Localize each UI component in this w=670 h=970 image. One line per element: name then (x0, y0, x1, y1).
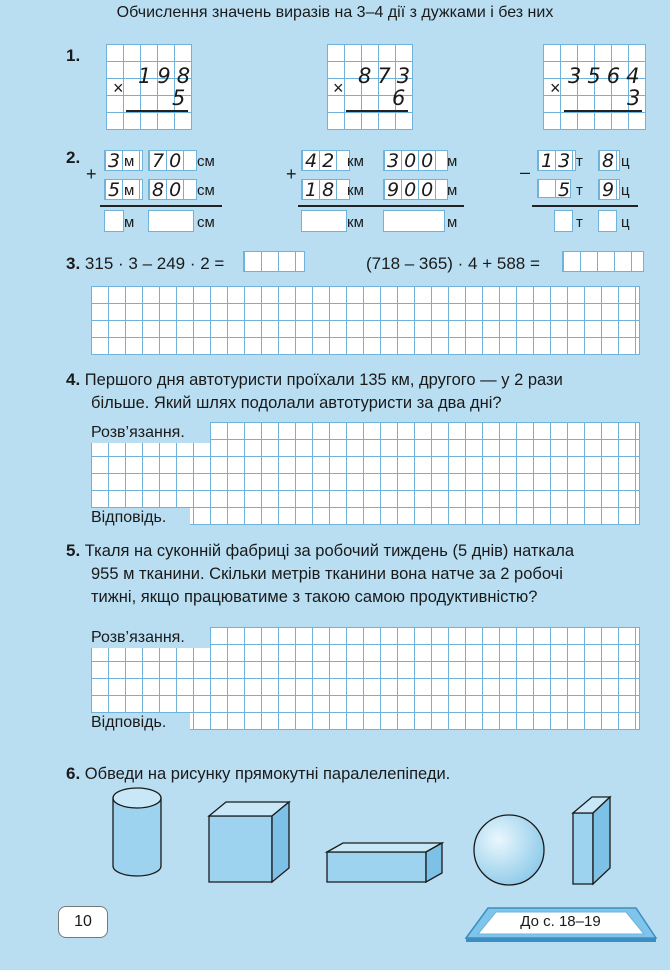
task3-number: 3. (66, 254, 81, 273)
task2c-ans-unit2: ц (621, 214, 630, 231)
task2b-ans-unit1: км (347, 214, 364, 231)
task1-line-2 (346, 110, 408, 112)
task2b-r2-val2: 900 (383, 179, 448, 200)
page-title: Обчислення значень виразів на 3–4 дії з дужками і без них (116, 4, 554, 21)
task5-answer-label: Відповідь. (91, 713, 190, 731)
task2b-r1-unit2: м (447, 153, 458, 170)
task2c-answer-box-1[interactable] (554, 210, 573, 232)
cylinder-shape[interactable] (113, 788, 161, 876)
task5-solution-label: Розв’язання. (91, 627, 210, 648)
task6-shapes (0, 780, 670, 890)
sphere-shape[interactable] (474, 815, 544, 885)
task2a-answer-box-1[interactable] (104, 210, 124, 232)
task2a-r2-val2: 80 (148, 179, 197, 200)
task2-number: 2. (66, 148, 81, 167)
task2c-r2-unit1: т (576, 182, 583, 199)
task2a-ans-unit2: см (197, 214, 215, 231)
task2b-line (298, 205, 464, 207)
task5-line1 (66, 540, 574, 562)
task2c-r1-unit2: ц (621, 153, 630, 170)
task1-bottom-2: 6 (392, 86, 412, 110)
task2c-r2-val1: 5 (537, 179, 571, 198)
task2a-r1-val1: 3 (104, 150, 143, 171)
task2a-r2-unit1: м (124, 182, 135, 199)
task1-top-1: 198 (138, 64, 197, 88)
task1-top-2: 873 (358, 64, 417, 88)
task5-text-line1: Ткаля на суконній фабриці за робочий тиждень (5 днів) наткала (84, 542, 574, 560)
task2a-line (100, 205, 222, 207)
task2a-answer-box-2[interactable] (148, 210, 194, 232)
task2c-r1-val2: 8 (598, 150, 620, 171)
task2b-r1-unit1: км (347, 153, 364, 170)
task2b-answer-box-2[interactable] (383, 210, 445, 232)
cube-shape[interactable] (209, 802, 289, 882)
task1-bottom-1: 5 (172, 86, 192, 110)
page-reference-badge (458, 904, 663, 944)
task2a-ans-unit1: м (124, 214, 135, 231)
task5-text-line2: 955 м тканини. Скільки метрів тканини вона натче за 2 робочі (91, 565, 563, 583)
task2a-r2-unit2: см (197, 182, 215, 199)
task2c-r2-val2: 9 (598, 179, 620, 200)
task4-text-line1: Першого дня автотуристи проїхали 135 км, другого — у 2 рази (84, 371, 563, 389)
task3-line (66, 254, 224, 274)
tall-box-shape[interactable] (573, 797, 610, 884)
task6-text: Обведи на рисунку прямокутні паралелепіпеди. (84, 765, 451, 783)
task2b-sign: + (286, 164, 297, 184)
task1-line-1 (126, 110, 188, 112)
task2a-r1-unit1: м (124, 153, 135, 170)
flat-box-shape[interactable] (327, 843, 442, 882)
task2c-r1-val1: 13 (537, 150, 576, 171)
task4-solution-label: Розв’язання. (91, 422, 210, 443)
task2c-ans-unit1: т (576, 214, 583, 231)
page-reference-text: До с. 18–19 (520, 913, 601, 930)
task2b-answer-box-1[interactable] (301, 210, 347, 232)
page-number: 10 (58, 906, 108, 938)
task4-answer-label: Відповідь. (91, 508, 190, 526)
task2c-r1-unit1: т (576, 153, 583, 170)
task2a-sign: + (86, 164, 97, 184)
task2b-r2-unit2: м (447, 182, 458, 199)
task2b-r1-val2: 300 (383, 150, 448, 171)
task3-work-grid[interactable] (91, 286, 640, 355)
task1-sign-2: × (333, 78, 344, 98)
task2a-r1-unit2: см (197, 153, 215, 170)
task2a-r2-val1: 5 (104, 179, 143, 200)
task4-number: 4. (66, 370, 81, 389)
task2a-r1-val2: 70 (148, 150, 197, 171)
task3-expression-2: (718 – 365) · 4 + 588 = (366, 254, 540, 273)
task3-answer-1[interactable] (243, 251, 305, 272)
task1-number: 1. (66, 46, 81, 65)
task1-line-3 (564, 110, 642, 112)
task3-expression-1: 315 · 3 – 249 · 2 = (84, 254, 225, 273)
task2c-answer-box-2[interactable] (598, 210, 617, 232)
task2b-r1-val1: 42 (301, 150, 350, 171)
task2b-ans-unit2: м (447, 214, 458, 231)
task2b-r2-unit1: км (347, 182, 364, 199)
task1-bottom-3: 3 (627, 86, 647, 110)
task4-line1 (66, 369, 563, 391)
task5-number: 5. (66, 541, 81, 560)
task1-top-3: 3564 (568, 64, 646, 88)
task2b-r2-val1: 18 (301, 179, 350, 200)
task1-sign-3: × (550, 78, 561, 98)
task4-text-line2: більше. Який шлях подолали автотуристи за два дні? (91, 394, 502, 412)
task5-text-line3: тижні, якщо працюватиме з такою самою продуктивністю? (91, 588, 538, 606)
task2c-sign: – (520, 162, 531, 182)
task6-number: 6. (66, 764, 81, 783)
task1-sign-1: × (113, 78, 124, 98)
task2c-r2-unit2: ц (621, 182, 630, 199)
task3-answer-2[interactable] (562, 251, 644, 272)
task2c-line (532, 205, 638, 207)
